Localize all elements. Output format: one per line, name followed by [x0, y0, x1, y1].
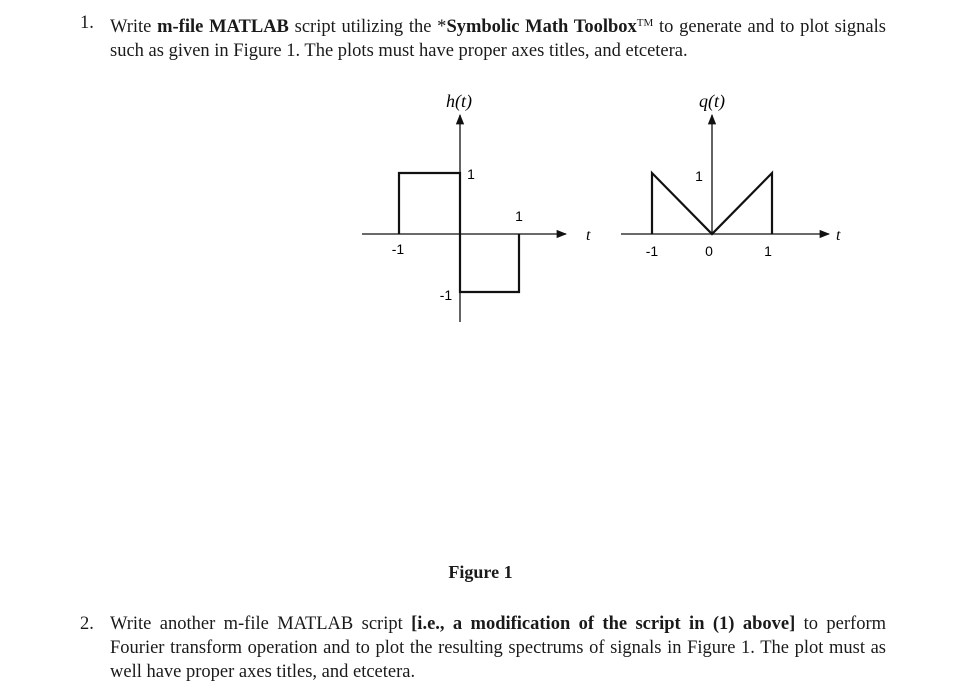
h-t-ylabel: h(t) [446, 91, 472, 111]
q-t-tick-x-pos: 1 [764, 243, 772, 259]
q-t-plot [621, 91, 841, 259]
h-t-tick-y-pos: 1 [467, 166, 475, 182]
q-t-ylabel: q(t) [699, 91, 725, 111]
q-t-xlabel: t [836, 227, 841, 244]
h-t-tick-y-neg: -1 [439, 287, 453, 303]
h-t-signal [399, 173, 519, 292]
figure-caption: Figure 1 [448, 562, 513, 582]
q-t-tick-x-zero: 0 [705, 243, 713, 259]
question-2 [80, 612, 886, 684]
h-t-xlabel: t [586, 227, 591, 244]
h-t-tick-x-neg: -1 [391, 241, 405, 257]
question-2-number: 2. [80, 614, 94, 634]
q-t-tick-x-neg: -1 [645, 243, 659, 259]
question-1-text: Write m-file MATLAB script utilizing the *Symbolic Math Toolbox™ to generate and to plot signals such as given in Figure 1. The plots must have proper axes titles, and etcetera. [110, 17, 886, 61]
h-t-plot [362, 91, 591, 322]
question-1-number: 1. [80, 13, 94, 33]
h-t-tick-x-pos: 1 [515, 208, 523, 224]
question-2-text: Write another m-file MATLAB script [i.e., a modification of the script in (1) above] to perform Fourier transform operation and to plot the resulting spectrums of signals in Figure 1. The plot must as well have proper axes titles, and etcetera. [110, 614, 886, 682]
q-t-tick-y-pos: 1 [695, 168, 703, 184]
